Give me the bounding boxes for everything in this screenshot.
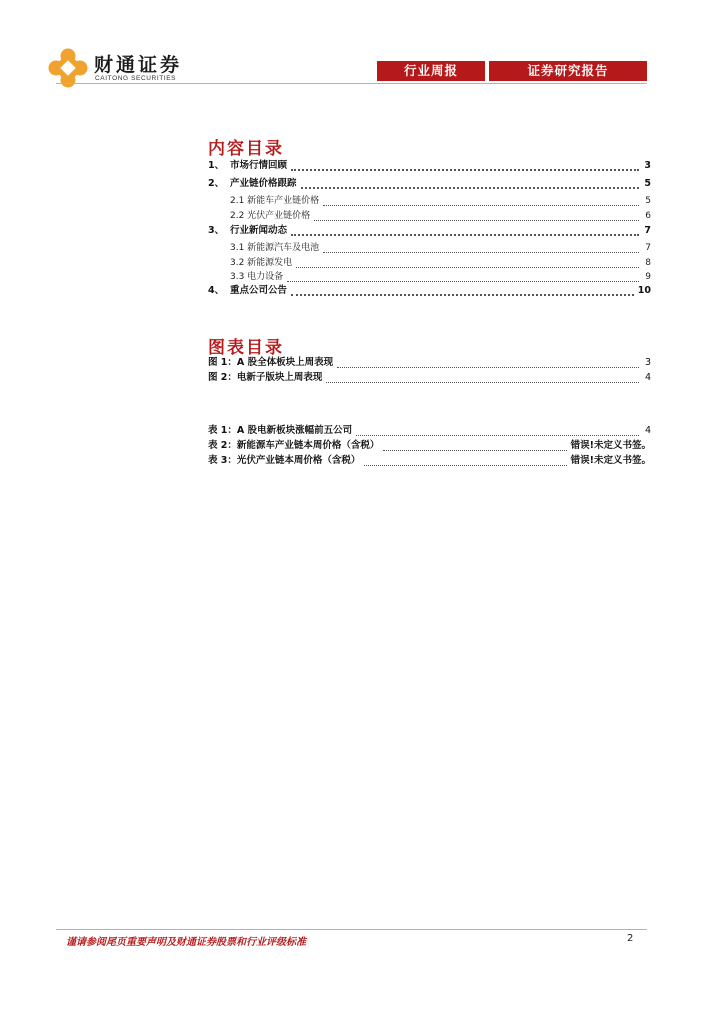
- toc-entry[interactable]: [208, 284, 651, 298]
- toc-entry-text: 产业链价格跟踪: [230, 178, 297, 189]
- toc-entry-text: 图 2：电新子版块上周表现: [208, 372, 323, 383]
- company-logo: [48, 48, 208, 88]
- toc-leader-dots: [356, 429, 639, 436]
- table-toc-entry[interactable]: [208, 439, 651, 453]
- toc-entry-number: 1、: [208, 160, 225, 171]
- toc-leader-dots: [314, 214, 639, 221]
- header-divider: [56, 83, 647, 84]
- toc-entry-page: 7: [644, 225, 651, 236]
- toc-entry-page: 6: [645, 211, 651, 221]
- toc-leader-dots: [296, 261, 639, 268]
- toc-entry-number: 3、: [208, 225, 225, 236]
- toc-entry-text: 3.3 电力设备: [230, 272, 284, 282]
- toc-subentry[interactable]: [230, 241, 651, 255]
- toc-leader-dots: [323, 199, 639, 206]
- toc-leader-dots: [323, 246, 639, 253]
- toc-leader-dots: [291, 288, 634, 296]
- toc-entry-page: 7: [645, 243, 651, 253]
- footer-disclaimer: 谨请参阅尾页重要声明及财通证券股票和行业评级标准: [66, 937, 306, 948]
- toc-entry-text: 行业新闻动态: [230, 225, 288, 236]
- figure-toc-entry[interactable]: [208, 356, 651, 370]
- toc-entry-number: 4、: [208, 285, 225, 296]
- table-toc-entry[interactable]: [208, 424, 651, 438]
- toc-entry-text: 表 2：新能源车产业链本周价格（含税）: [208, 440, 380, 451]
- toc-leader-dots: [326, 376, 639, 383]
- toc-entry-page: 3: [644, 160, 651, 171]
- toc-leader-dots: [287, 275, 639, 282]
- toc-entry-page: 8: [645, 258, 651, 268]
- toc-entry-text: 2.2 光伏产业链价格: [230, 211, 311, 221]
- toc-entry-text: 表 1：A 股电新板块涨幅前五公司: [208, 425, 353, 436]
- report-category-tag: 证券研究报告: [489, 61, 647, 81]
- toc-entry-text: 3.1 新能源汽车及电池: [230, 243, 320, 253]
- toc-entry-number: 2、: [208, 178, 225, 189]
- toc-entry-page: 4: [644, 425, 651, 436]
- toc-subentry[interactable]: [230, 256, 651, 270]
- toc-entry-page: 3: [644, 357, 651, 368]
- brand-name-cn: 财通证券: [94, 54, 183, 76]
- toc-entry-page: 5: [645, 196, 651, 206]
- toc-entry-page-error: 错误!未定义书签。: [570, 455, 651, 466]
- figures-title: 图表目录: [208, 338, 284, 358]
- toc-leader-dots: [337, 361, 639, 368]
- toc-subentry[interactable]: [230, 270, 651, 284]
- toc-entry-text: 3.2 新能源发电: [230, 258, 293, 268]
- table-toc-entry[interactable]: [208, 454, 651, 468]
- toc-entry-text: 图 1：A 股全体板块上周表现: [208, 357, 334, 368]
- toc-entry-text: 重点公司公告: [230, 285, 288, 296]
- toc-entry-page-error: 错误!未定义书签。: [570, 440, 651, 451]
- toc-entry-text: 表 3：光伏产业链本周价格（含税）: [208, 455, 361, 466]
- page-number: 2: [627, 933, 634, 944]
- report-type-tag: 行业周报: [377, 61, 485, 81]
- toc-entry-text: 市场行情回顾: [230, 160, 288, 171]
- toc-entry-page: 9: [645, 272, 651, 282]
- figure-toc-entry[interactable]: [208, 371, 651, 385]
- toc-entry-text: 2.1 新能车产业链价格: [230, 196, 320, 206]
- toc-entry[interactable]: [208, 224, 651, 238]
- toc-subentry[interactable]: [230, 209, 651, 223]
- toc-entry-page: 10: [637, 285, 651, 296]
- brand-name-en: CAITONG SECURITIES: [95, 75, 177, 82]
- toc-subentry[interactable]: [230, 194, 651, 208]
- contents-title: 内容目录: [208, 139, 284, 159]
- toc-entry[interactable]: [208, 177, 651, 191]
- toc-leader-dots: [301, 181, 639, 189]
- toc-entry-page: 4: [644, 372, 651, 383]
- toc-leader-dots: [291, 163, 639, 171]
- toc-leader-dots: [291, 228, 639, 236]
- toc-leader-dots: [383, 444, 566, 451]
- toc-entry[interactable]: [208, 159, 651, 173]
- footer-divider: [56, 929, 647, 930]
- toc-leader-dots: [364, 459, 566, 466]
- caitong-coin-logo-icon: [48, 48, 88, 88]
- toc-entry-page: 5: [644, 178, 651, 189]
